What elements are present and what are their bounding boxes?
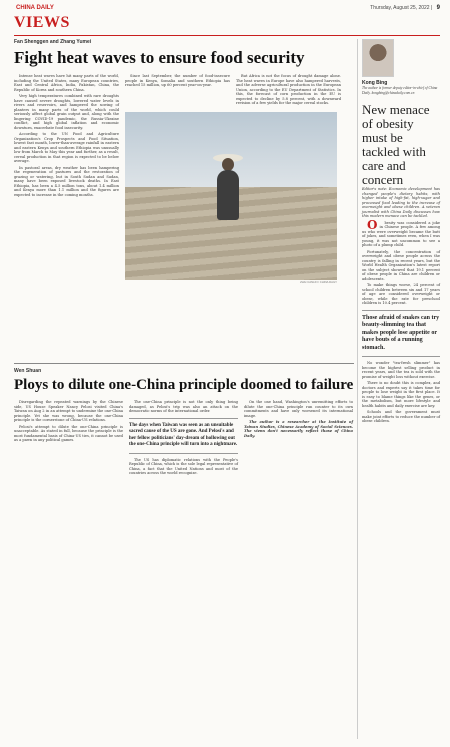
section-rule bbox=[14, 35, 440, 36]
section-title: VIEWS bbox=[14, 14, 70, 31]
paragraph: Intense heat waves have hit many parts of the world, including the United States, many European countries, East and Central Africa, India, Pakistan, China, the Republic of Korea and southern China. bbox=[14, 74, 119, 92]
paragraph: The one-China principle is not the only thing being damaged, as Pelosi's trip was also an attack on the democratic norms of the international order. bbox=[129, 400, 238, 413]
paragraph: The US has diplomatic relations with the People's Republic of China, which is the sole legal representative of China, a fact that the United Nations and most of the countries across the world recognize. bbox=[129, 457, 238, 475]
paragraph: Obesity was considered a joke in Chinese people. A few among us who were overweight became the butt of jokes, and sometimes even, when I was young, it was not uncommon to see a photo of a plump child. bbox=[362, 217, 440, 247]
article-column bbox=[244, 400, 353, 478]
paragraph: Pelosi's attempt to dilute the one-China principle is unacceptable. As stated in full, because the principle is the most fundamental basis of China-US ties, it cannot be used as a pawn in any political games. bbox=[14, 424, 123, 442]
article-byline: Fan Shenggen and Zhang Yumei bbox=[14, 39, 92, 45]
paragraph: Very high temperatures combined with rare droughts have caused severe droughts, lowered water levels in rivers and reservoirs, and hampered the sowing of planters in many parts of the world, which could seriously affect global grain output and, along with the lingering COVID-19 pandemic, the Russia-Ukraine conflict, and high global inflation and economic downturn, exacerbate food insecurity. bbox=[14, 94, 119, 130]
paragraph: In pastoral areas, dry weather has been hampering the regeneration of pastures and the restoration of grazing or watering, but in South Sudan and Sudan, many have been exposed livestock deaths. In East Ethiopia, has been a 4.5 million tons, about 1.4 million and Kenya more than 1.1 million and the figures are expected to increase in the coming months. bbox=[14, 165, 119, 197]
article-byline: Wen Shuan bbox=[14, 368, 42, 374]
illustration-photo bbox=[125, 112, 337, 280]
article-one-china bbox=[14, 368, 354, 478]
sidebar-column bbox=[362, 39, 440, 426]
article-column bbox=[129, 400, 238, 478]
paragraph: To make things worse, 24 percent of school children between six and 17 years of age are considered overweight or obese, while the rate for preschool children is 10.4 percent. bbox=[362, 283, 440, 305]
masthead bbox=[16, 5, 54, 11]
paragraph: Fortunately, the concentration of overweight and obese people across the country is falling in recent years, but the World Health Organization's latest report on the subject showed that 19.1 percent of obese people in China are children or adolescents. bbox=[362, 249, 440, 281]
article-right-block bbox=[125, 74, 347, 284]
author-name: Kong Bing bbox=[362, 80, 388, 86]
article-body bbox=[14, 74, 354, 284]
article-column bbox=[236, 74, 341, 108]
photo-credit: ZHAI CANLIN / CHINA DAILY bbox=[300, 279, 337, 284]
photo-person bbox=[217, 170, 239, 220]
paragraph: On the one hand, Washington's unremitting efforts to dilute the one-China principle run counter to its own commitments and have only worsened its international image. bbox=[244, 400, 353, 418]
photo-head bbox=[222, 158, 234, 171]
date-text: Thursday, August 25, 2022 | bbox=[370, 5, 433, 11]
masthead-publication: CHINA DAILY bbox=[16, 5, 54, 11]
column-divider bbox=[357, 39, 358, 739]
paragraph: Schools and the government must make joint efforts to reduce the number of obese children. bbox=[362, 410, 440, 423]
paragraph: But Africa is not the focus of drought damage alone. The heat waves in Europe have also hampered harvests, and the adverse agricultural production in the European Union, according to the EU Department of Statistics. In this, the forecast of corn production in the EU is expected to decline by 5.8 percent, with a downward revision of a few yields for the major cereal stocks. bbox=[236, 74, 341, 105]
article-column bbox=[125, 74, 230, 108]
article-column bbox=[14, 74, 119, 284]
pull-quote: The days when Taiwan was seen as an unsuitable sacred cause of the US are gone. And Pelosi's and her fellow politicians' day-dream of hollowing out the one-China principle will turn into a nightmare. bbox=[129, 418, 238, 454]
article-headline: Fight heat waves to ensure food security bbox=[14, 48, 305, 67]
article-body bbox=[14, 400, 354, 478]
editor-note: Editor's note: Economic development has changed people's dietary habits, with higher intake of high-fat, high-sugar and processed food leading to the increase of overweight and obese children. A veteran journalist with China Daily discusses how this modern menace can be tackled. bbox=[362, 187, 440, 218]
pull-quote: Those afraid of snakes can try beauty-slimming tea that makes people lose appetite or have bouts of a running stomach. bbox=[362, 310, 440, 358]
paragraph: No wonder "tea-fresh slimmer" has become the highest selling product in recent years, and the tea is sold with the promise of weight loss without exercise. bbox=[362, 361, 440, 379]
paragraph: Since last September, the number of food-insecure people in Kenya, Somalia and southern Ethiopia has reached 15 million, up 60 percent year-on-year. bbox=[125, 74, 230, 87]
page-number: 9 bbox=[436, 5, 440, 11]
article-food-security bbox=[14, 39, 354, 284]
article-divider bbox=[14, 363, 354, 364]
sidebar-headline: New menace of obesity must be tackled with care and concern bbox=[362, 102, 430, 187]
author-note: The author is a researcher at the Institute of Taiwan Studies, Chinese Academy of Social Sciences. The views don't necessarily reflect those of China Daily. bbox=[244, 420, 353, 438]
author-bio: The author is former deputy editor-in-chief of China Daily. kongbing@chinadaily.com.cn bbox=[362, 86, 438, 95]
article-column bbox=[14, 400, 123, 478]
paragraph: Disregarding the repeated warnings by the Chinese side, US House Speaker Nancy Pelosi visited China's Taiwan on Aug 2 in an attempt to undermine the one-China principle. Yet she was wrong, because the one-China principle is the cornerstone of China-US relations. bbox=[14, 400, 123, 422]
article-headline: Ploys to dilute one-China principle doomed to failure bbox=[14, 377, 354, 393]
author-photo bbox=[362, 39, 394, 77]
paragraph: According to the UN Food and Agriculture Organization's Crop Prospects and Food Situation, lowest fast month, lower-than-average rainfall in eastern and eastern Kenya and southern Ethiopia was unusually low from March to May this year and further, as a result, cereal production in that region is expected to be below average. bbox=[14, 132, 119, 163]
paragraph: There is no doubt this is complex, and doctors and experts say it takes time for people to lose weight in the first place. It is easy to blame things like the genes, or the metabolism, but more lifestyle and health habits and daily exercise are key. bbox=[362, 381, 440, 408]
date-line bbox=[370, 5, 440, 11]
